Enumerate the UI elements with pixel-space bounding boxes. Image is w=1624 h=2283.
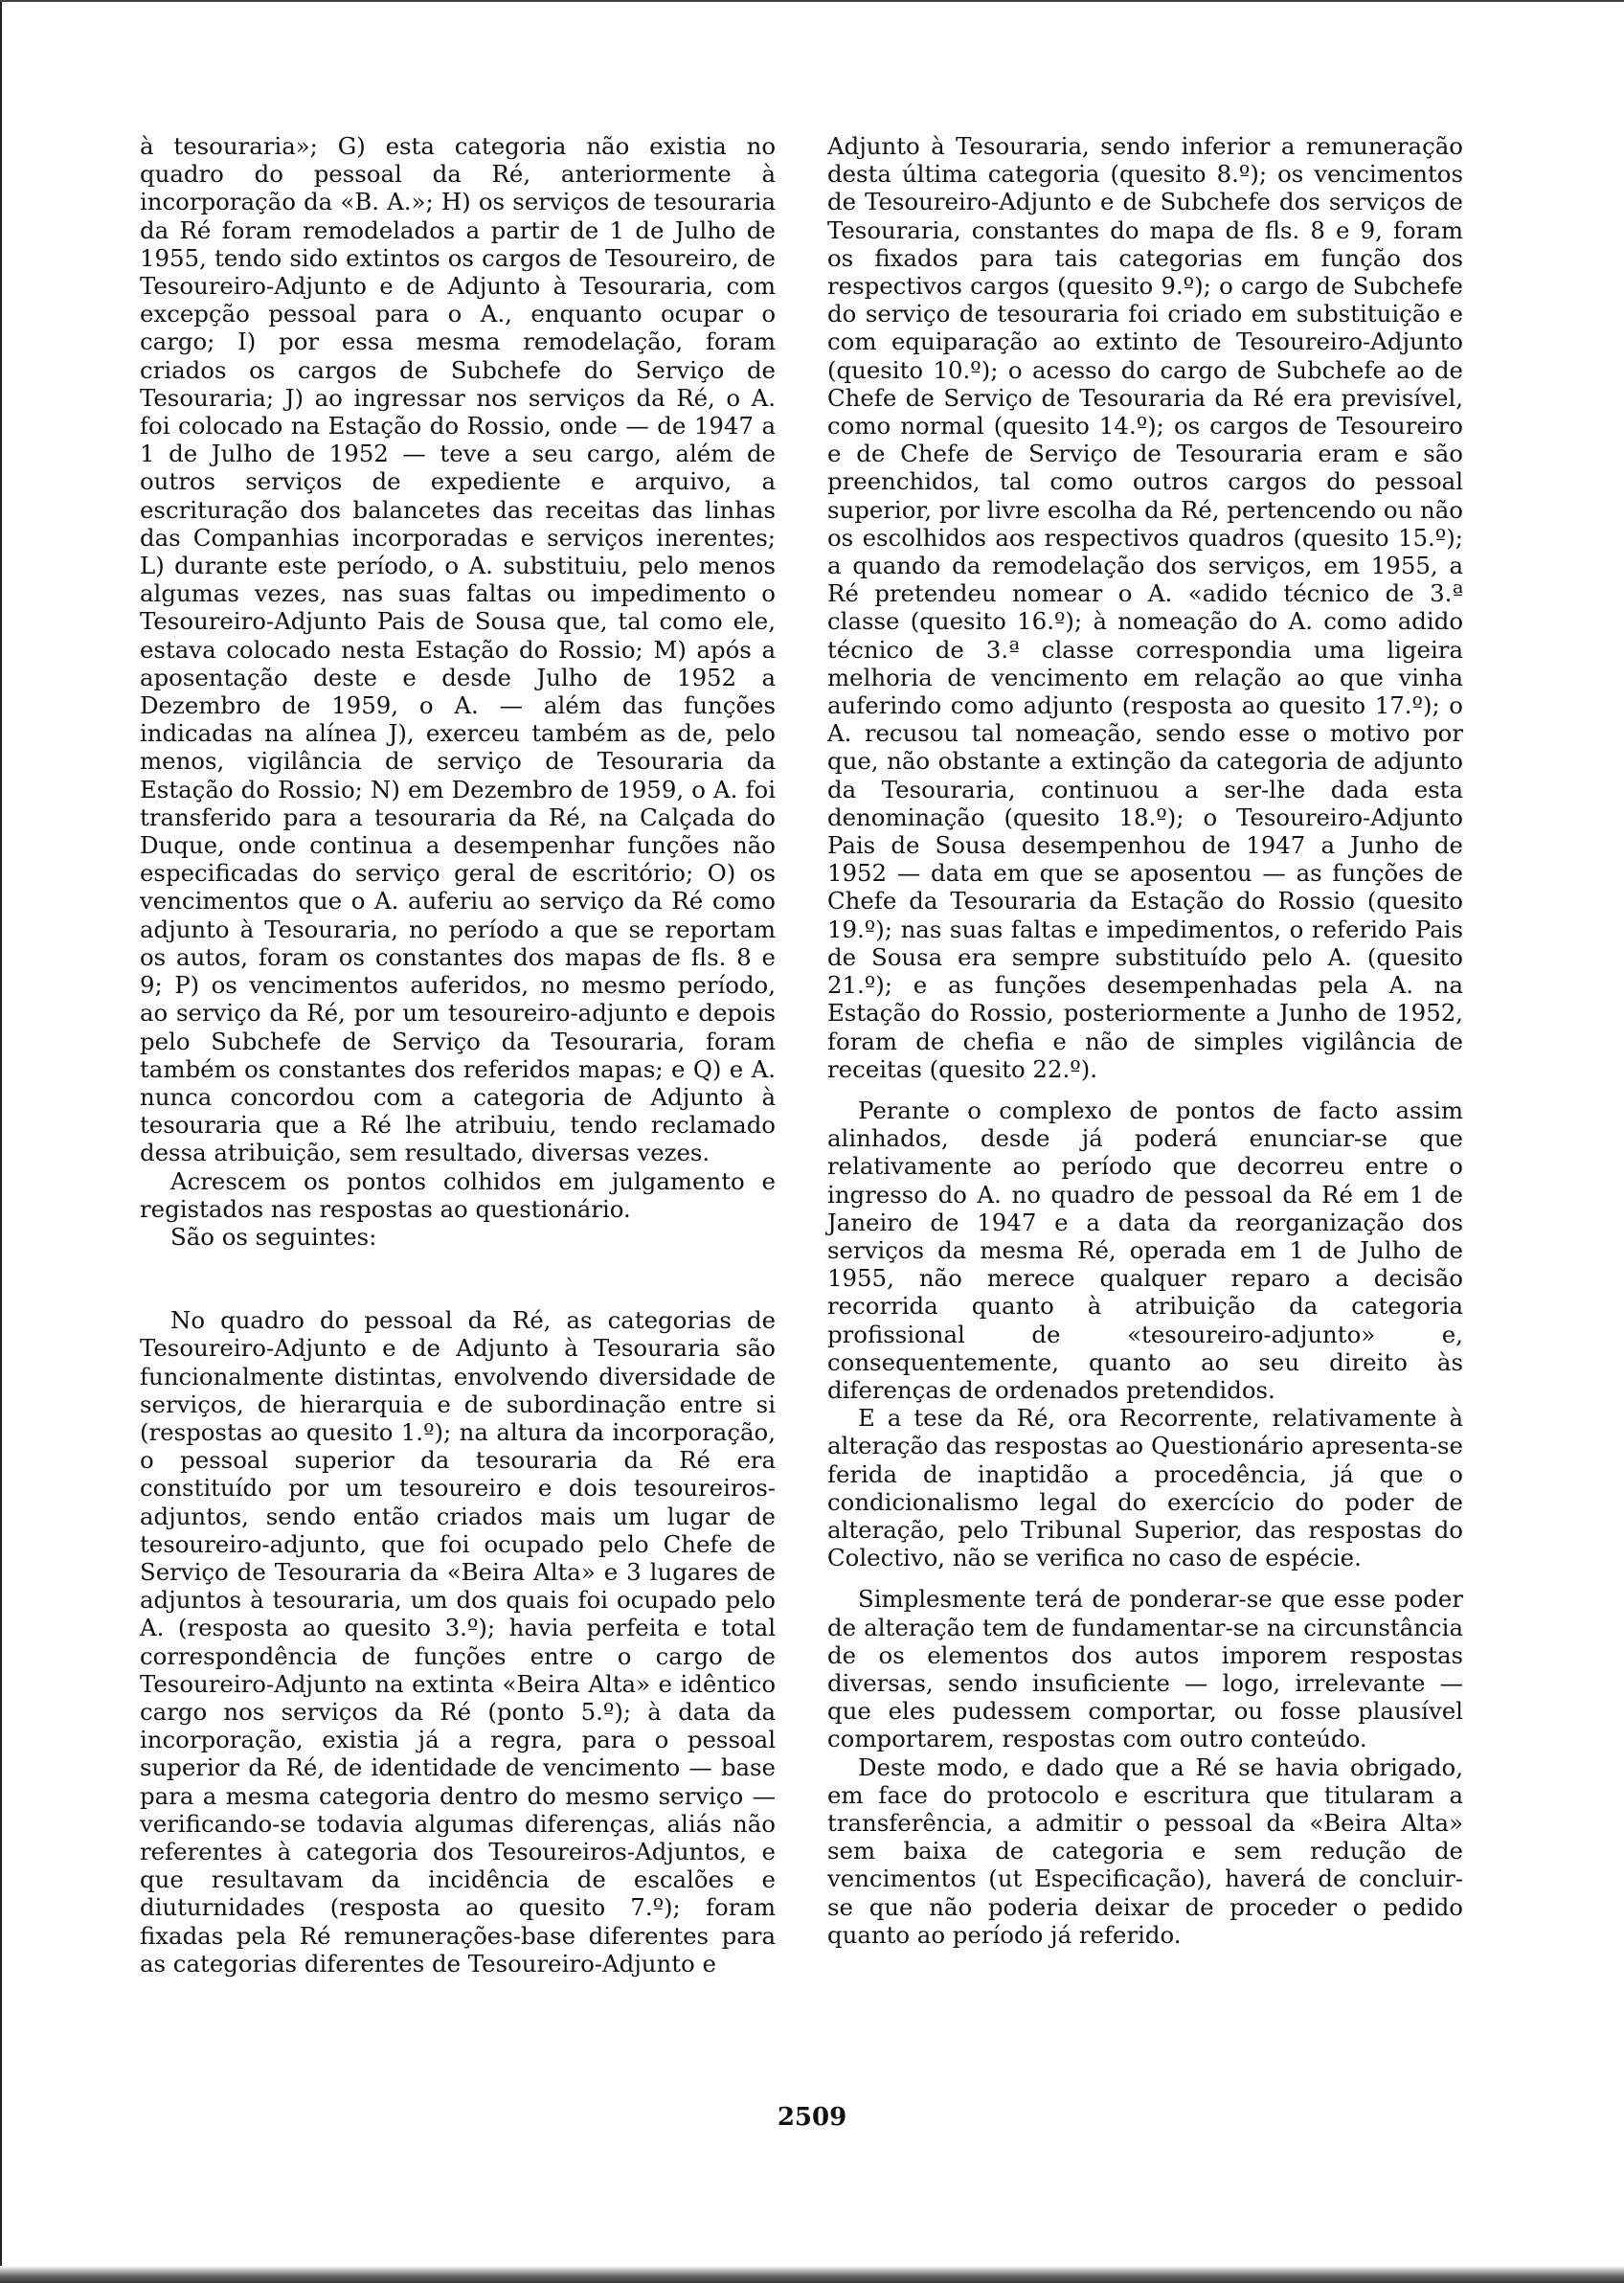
paragraph: à tesouraria»; G) esta categoria não existia no quadro do pessoal da Ré, anteriormente à incorporação da «B. A.»; H) os serviços de tesouraria da Ré foram remodelados a partir de 1 de Julho de 1955, tendo sido extintos os cargos de Tesoureiro, de Tesoureiro-Adjunto e de Adjunto à Tesouraria, com excepção pessoal para o A., enquanto ocupar o cargo; I) por essa mesma remodelação, foram criados os cargos de Subchefe do Serviço de Tesouraria; J) ao ingressar nos serviços da Ré, o A. foi colocado na Estação do Rossio, onde — de 1947 a 1 de Julho de 1952 — teve a seu cargo, além de outros serviços de expediente e arquivo, a escrituração dos balancetes das receitas das linhas das Companhias incorporadas e serviços inerentes; L) durante este período, o A. substituiu, pelo menos algumas vezes, nas suas faltas ou impedimento o Tesoureiro-Adjunto Pais de Sousa que, tal como ele, estava colocado nesta Estação do Rossio; M) após a aposentação deste e desde Julho de 1952 a Dezembro de 1959, o A. — além das funções indicadas na alínea J), exerceu também as de, pelo menos, vigilância de serviço de Tesouraria da Estação do Rossio; N) em Dezembro de 1959, o A. foi transferido para a tesouraria da Ré, na Calçada do Duque, onde continua a desempenhar funções não especificadas do serviço geral de escritório; O) os vencimentos que o A. auferiu ao serviço da Ré como adjunto à Tesouraria, no período a que se reportam os autos, foram os constantes dos mapas de fls. 8 e 9; P) os vencimentos auferidos, no mesmo período, ao serviço da Ré, por um tesoureiro-adjunto e depois pelo Subchefe de Serviço da Tesouraria, foram também os constantes dos referidos mapas; e Q) e A. nunca concordou com a categoria de Adjunto à tesouraria que a Ré lhe atribuiu, tendo reclamado dessa atribuição, sem resultado, diversas vezes. [140, 132, 776, 1167]
scan-edge-bottom [0, 2266, 1624, 2283]
scan-edge-left [0, 0, 2, 2283]
paragraph: E a tese da Ré, ora Recorrente, relativamente à alteração das respostas ao Questionário apresenta-se ferida de inaptidão a procedência, já que o condicionalismo legal do exercício do poder de alteração, pelo Tribunal Superior, das respostas do Colectivo, não se verifica no caso de espécie. [827, 1404, 1463, 1572]
paragraph: No quadro do pessoal da Ré, as categorias de Tesoureiro-Adjunto e de Adjunto à Tesouraria são funcionalmente distintas, envolvendo diversidade de serviços, de hierarquia e de subordinação entre si (respostas ao quesito 1.º); na altura da incorporação, o pessoal superior da tesouraria da Ré era constituído por um tesoureiro e dois tesoureiros-adjuntos, sendo então criados mais um lugar de tesoureiro-adjunto, que foi ocupado pelo Chefe de Serviço de Tesouraria da «Beira Alta» e 3 lugares de adjuntos à tesouraria, um dos quais foi ocupado pelo A. (resposta ao quesito 3.º); havia perfeita e total correspondência de funções entre o cargo de Tesoureiro-Adjunto na extinta «Beira Alta» e idêntico cargo nos serviços da Ré (ponto 5.º); à data da incorporação, existia já a regra, para o pessoal superior da Ré, de identidade de vencimento — base para a mesma categoria dentro do mesmo serviço — verificando-se todavia algumas diferenças, aliás não referentes à categoria dos Tesoureiros-Adjuntos, e que resultavam da incidência de escalões e diuturnidades (resposta ao quesito 7.º); foram fixadas pela Ré remunerações-base diferentes para as categorias diferentes de Tesoureiro-Adjunto e [140, 1306, 776, 1978]
paragraph: Perante o complexo de pontos de facto assim alinhados, desde já poderá enunciar-se que relativamente ao período que decorreu entre o ingresso do A. no quadro de pessoal da Ré em 1 de Janeiro de 1947 e a data da reorganização dos serviços da mesma Ré, operada em 1 de Julho de 1955, não merece qualquer reparo a decisão recorrida quanto à atribuição da categoria profissional de «tesoureiro-adjunto» e, consequentemente, quanto ao seu direito às diferenças de ordenados pretendidos. [827, 1096, 1463, 1404]
right-column [827, 132, 1463, 1949]
left-column [140, 132, 776, 1978]
paragraph: Adjunto à Tesouraria, sendo inferior a remuneração desta última categoria (quesito 8.º); os vencimentos de Tesoureiro-Adjunto e de Subchefe dos serviços de Tesouraria, constantes do mapa de fls. 8 e 9, foram os fixados para tais categorias em função dos respectivos cargos (quesito 9.º); o cargo de Subchefe do serviço de tesouraria foi criado em substituição e com equiparação ao extinto de Tesoureiro-Adjunto (quesito 10.º); o acesso do cargo de Subchefe ao de Chefe de Serviço de Tesouraria da Ré era previsível, como normal (quesito 14.º); os cargos de Tesoureiro e de Chefe de Serviço de Tesouraria eram e são preenchidos, tal como outros cargos do pessoal superior, por livre escolha da Ré, pertencendo ou não os escolhidos aos respectivos quadros (quesito 15.º); a quando da remodelação dos serviços, em 1955, a Ré pretendeu nomear o A. «adido técnico de 3.ª classe (quesito 16.º); à nomeação do A. como adido técnico de 3.ª classe correspondia uma ligeira melhoria de vencimento em relação ao que vinha auferindo como adjunto (resposta ao quesito 17.º); o A. recusou tal nomeação, sendo esse o motivo por que, não obstante a extinção da categoria de adjunto da Tesouraria, continuou a ser-lhe dada esta denominação (quesito 18.º); o Tesoureiro-Adjunto Pais de Sousa desempenhou de 1947 a Junho de 1952 — data em que se aposentou — as funções de Chefe da Tesouraria da Estação do Rossio (quesito 19.º); nas suas faltas e impedimentos, o referido Pais de Sousa era sempre substituído pelo A. (quesito 21.º); e as funções desempenhadas pela A. na Estação do Rossio, posteriormente a Junho de 1952, foram de chefia e não de simples vigilância de receitas (quesito 22.º). [827, 132, 1463, 1083]
page-number: 2509 [777, 2103, 847, 2132]
paragraph: Deste modo, e dado que a Ré se havia obrigado, em face do protocolo e escritura que titularam a transferência, a admitir o pessoal da «Beira Alta» sem baixa de categoria e sem redução de vencimentos (ut Especificação), haverá de concluir-se que não poderia deixar de proceder o pedido quanto ao período já referido. [827, 1752, 1463, 1949]
paragraph: São os seguintes: [170, 1222, 377, 1251]
paragraph: Acrescem os pontos colhidos em julgamento e registados nas respostas ao questionário. [140, 1166, 776, 1223]
paragraph: Simplesmente terá de ponderar-se que esse poder de alteração tem de fundamentar-se na circunstância de os elementos dos autos imporem respostas diversas, sendo insuficiente — logo, irrelevante — que eles pudessem comportar, ou fosse plausível comportarem, respostas com outro conteúdo. [827, 1585, 1463, 1753]
scan-edge-top [0, 0, 1624, 2]
